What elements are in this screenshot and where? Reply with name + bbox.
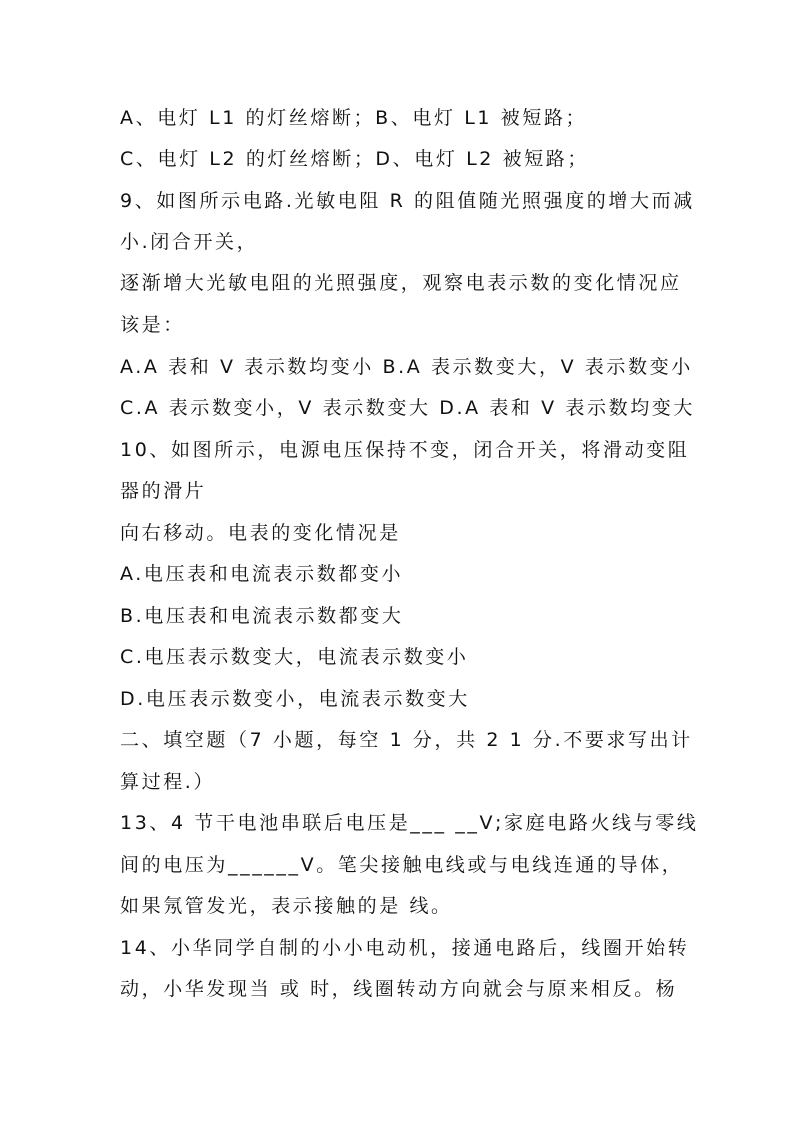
question-10-option-b: B.电压表和电流表示数都变大 — [120, 605, 404, 627]
question-13-line-2: 间的电压为______V。笔尖接触电线或与电线连通的导体， — [120, 854, 684, 876]
question-14-line-1: 14、小华同学自制的小小电动机，接通电路后，线圈开始转 — [120, 937, 690, 959]
question-10-line-1: 10、如图所示，电源电压保持不变，闭合开关，将滑动变阻 — [120, 439, 690, 461]
question-13-line-3: 如果氖管发光，表示接触的是 线。 — [120, 895, 453, 917]
question-9-line-4: 该是： — [120, 314, 185, 336]
text-line-1: A、电灯 L1 的灯丝熔断；B、电灯 L1 被短路； — [120, 107, 588, 129]
text-line-2: C、电灯 L2 的灯丝熔断；D、电灯 L2 被短路； — [120, 148, 590, 170]
question-13-line-1: 13、4 节干电池串联后电压是___ __V;家庭电路火线与零线 — [120, 812, 699, 834]
question-14-line-2: 动，小华发现当 或 时，线圈转动方向就会与原来相反。杨 — [120, 978, 678, 1000]
question-9-options-ab: A.A 表和 V 表示数均变小 B.A 表示数变大，V 表示数变小 — [120, 356, 693, 378]
question-9-line-2: 小.闭合开关， — [120, 231, 259, 253]
question-9-line-1: 9、如图所示电路.光敏电阻 R 的阻值随光照强度的增大而减 — [120, 190, 695, 212]
question-10-line-2: 器的滑片 — [120, 480, 207, 502]
question-9-line-3: 逐渐增大光敏电阻的光照强度，观察电表示数的变化情况应 — [120, 272, 682, 294]
section-heading-line-1: 二、填空题（7 小题，每空 1 分，共 2 1 分.不要求写出计 — [120, 729, 693, 751]
question-10-option-c: C.电压表示数变大，电流表示数变小 — [120, 646, 469, 668]
question-10-line-3: 向右移动。电表的变化情况是 — [120, 522, 401, 544]
question-10-option-a: A.电压表和电流表示数都变小 — [120, 563, 404, 585]
section-heading-line-2: 算过程.） — [120, 771, 216, 793]
question-10-option-d: D.电压表示数变小，电流表示数变大 — [120, 688, 470, 710]
question-9-options-cd: C.A 表示数变小，V 表示数变大 D.A 表和 V 表示数均变大 — [120, 397, 696, 419]
